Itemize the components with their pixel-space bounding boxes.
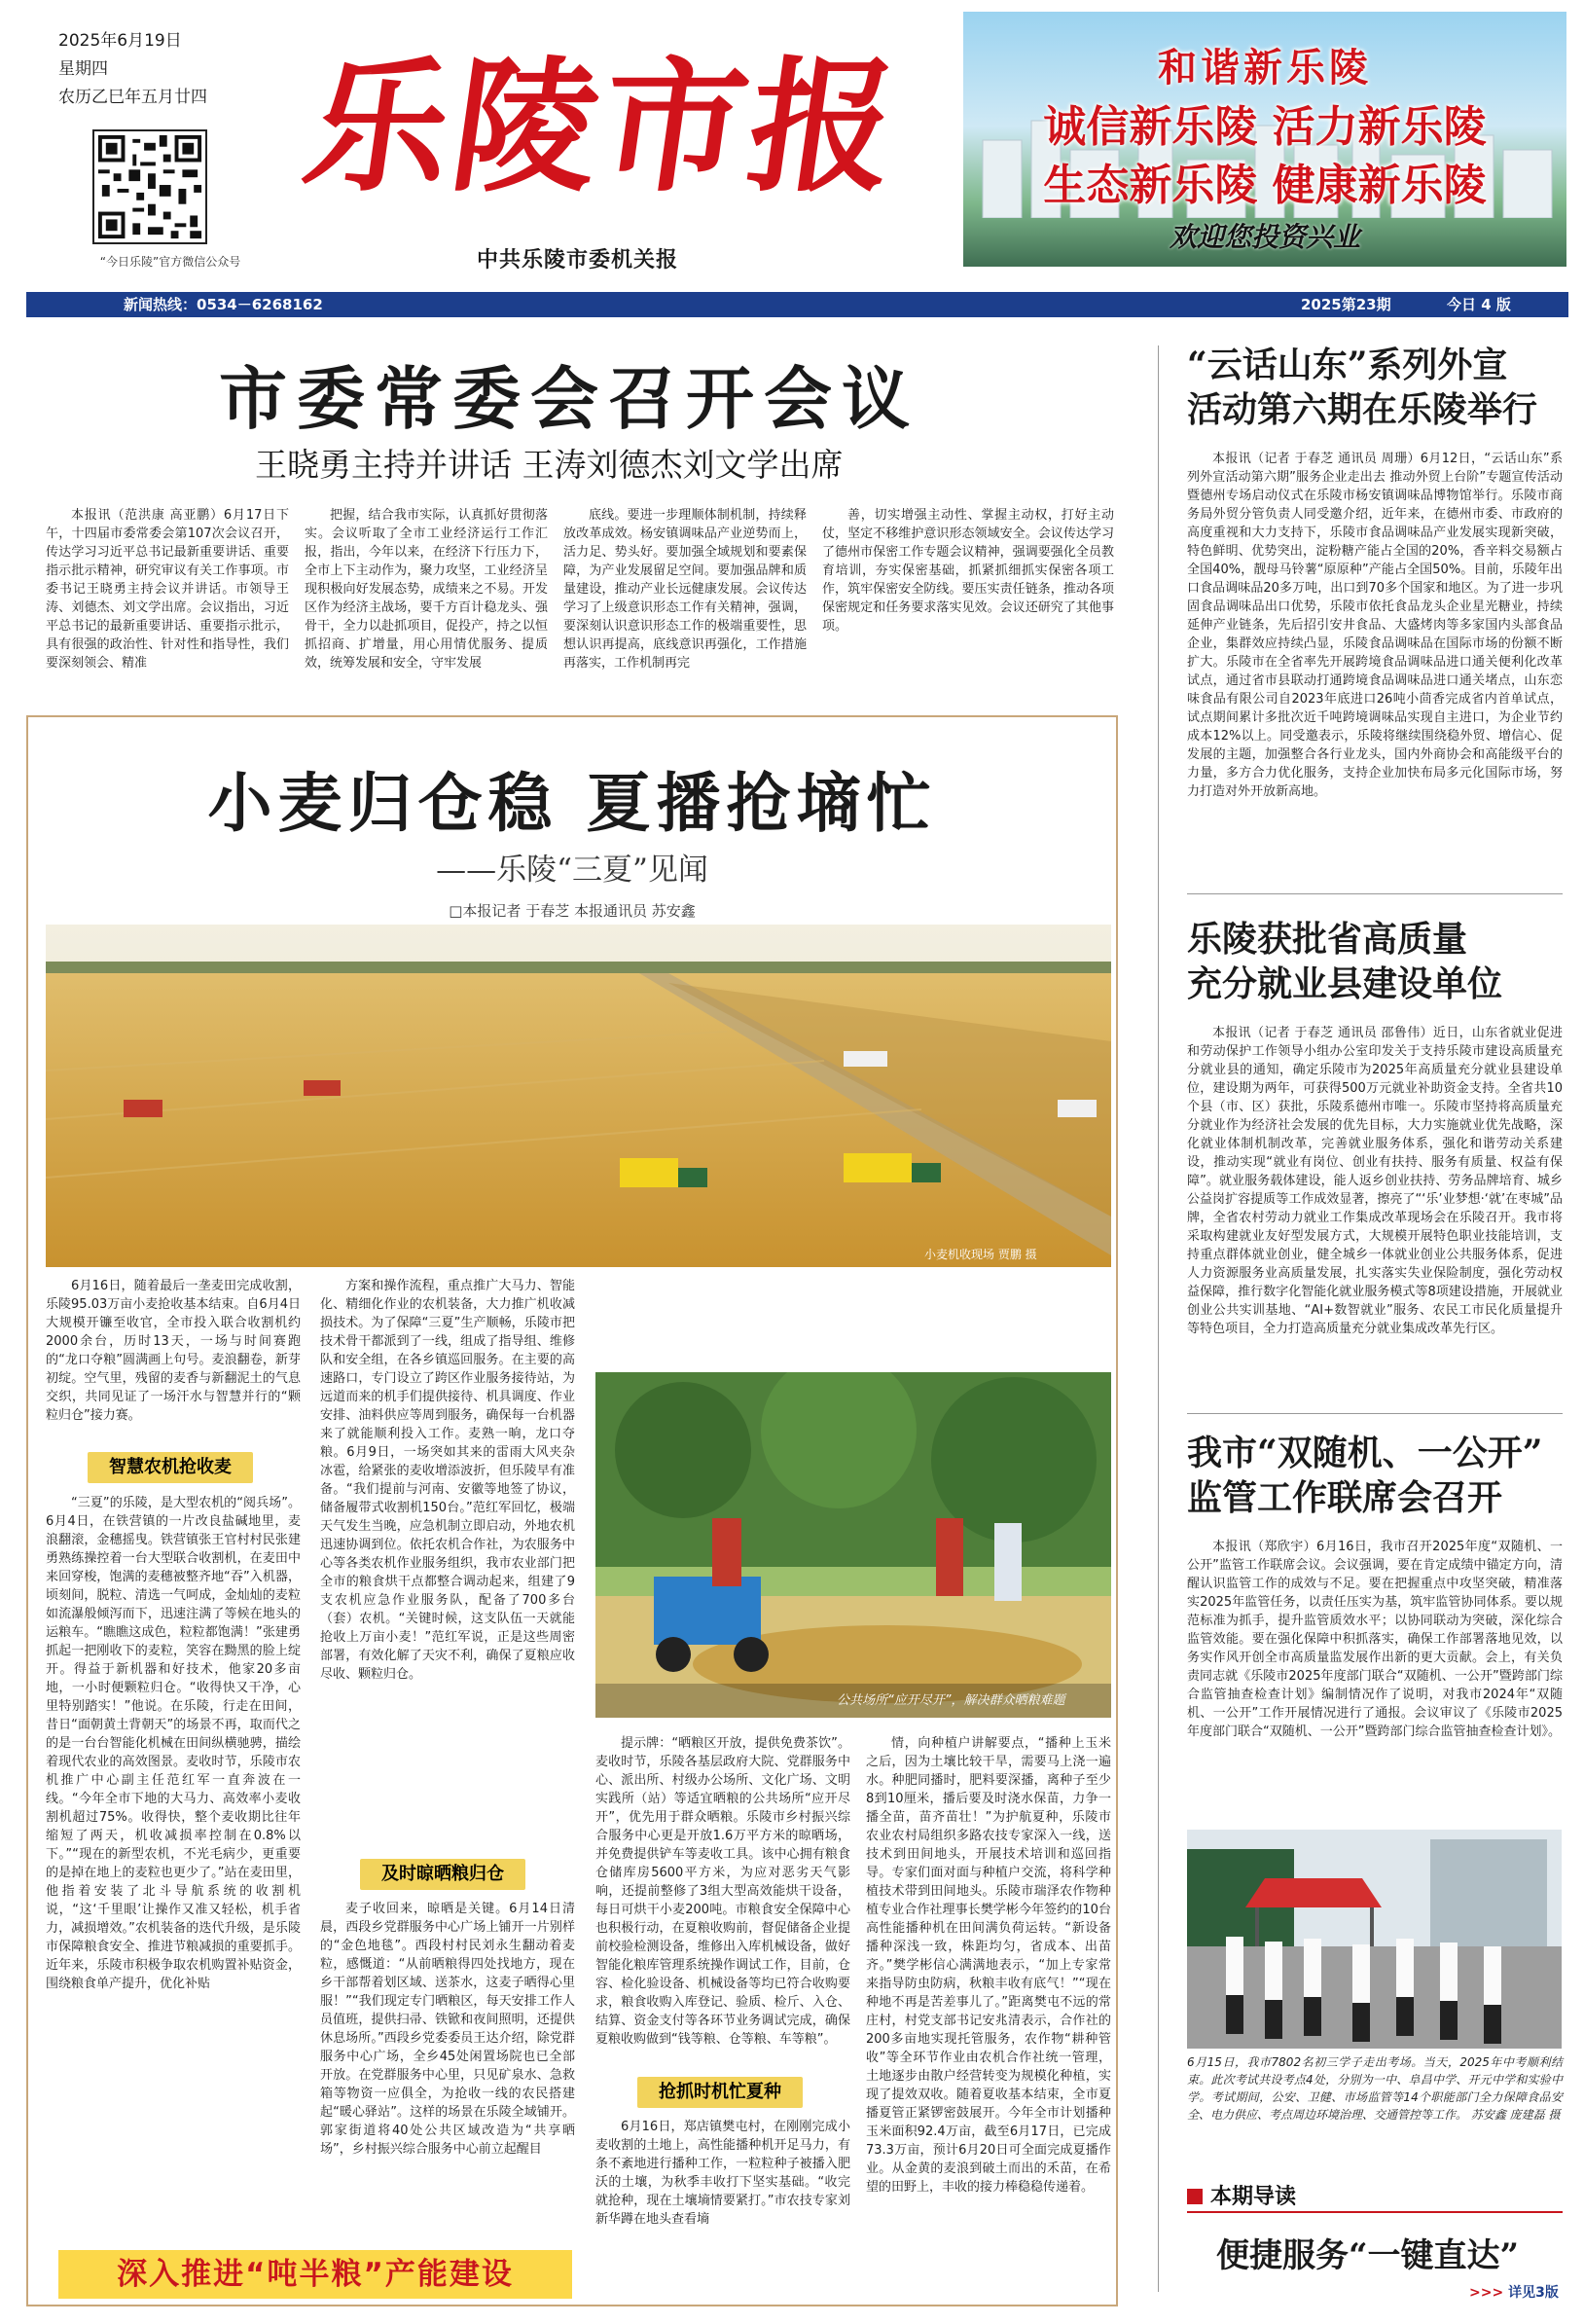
feature-col1-body: “三夏”的乐陵，是大型农机的“阅兵场”。6月4日，在铁营镇的一片改良盐碱地里，麦浪翻滚，金穗摇曳。铁营镇张王官村村民张建勇熟练操控着一台大型联合收割机，在麦田中来回穿梭，饱满的麦穗被整齐地“吞”入机器，顷刻间，脱粒、清选一气呵成，金灿灿的麦粒如流瀑般倾泻而下，迅速注满了等候在地头的运粮车。“瞧瞧这成色，粒粒都饱满！”张建勇抓起一把刚收下的麦粒，笑容在黝黑的脸上绽开。得益于新机器和好技术，他家20多亩地，一小时便颗粒归仓。“收得快又干净，心里特别踏实！”他说。在乐陵，行走在田间，昔日“面朝黄土背朝天”的场景不再，取而代之的是一台台智能化机械在田间纵横驰骋，描绘着现代农业的高效图景。麦收时节，乐陵市农机推广中心副主任范红军一直奔波在一线。“今年全市下地的大马力、高效率小麦收割机超过75%。收得快，整个麦收期比往年缩短了两天，机收减损率控制在0.8%以下。”“现在的新型农机，不光毛病少，更重要的是掉在地上的麦粒也更少了。”站在麦田里，他指着安装了北斗导航系统的收割机说，“这‘千里眼’让操作又准又轻松，机手省力，减损增效。”农机装备的迭代升级，是乐陵市保障粮食安全、推进节粮减损的重要抓手。近年来，乐陵市积极争取农机购置补贴资金，围绕粮食单产提升，优化补贴 [46, 1496, 301, 1991]
divider [1187, 1413, 1563, 1414]
lead-headline: 市委常委会召开会议 [219, 358, 919, 439]
info-bar [26, 292, 1568, 317]
page-count: 今日 4 版 [1447, 296, 1511, 313]
newspaper-logo [294, 29, 949, 224]
feature-col1-intro: 6月16日，随着最后一垄麦田完成收割，乐陵95.03万亩小麦抢收基本结束。自6月4日大规模开镰至收官，全市投入联合收割机约2000余台，历时13天，一场与时间赛跑的“龙口夺粮”圆满画上句号。麦浪翻卷，新芽初绽。空气里，残留的麦香与新翻泥土的气息交织，共同见证了一场汗水与智慧并行的“颗粒归仓”接力赛。 [46, 1279, 301, 1423]
square-bullet-icon [1187, 2189, 1203, 2204]
lead-column-4: 善，切实增强主动性、掌握主动权，打好主动仗，坚定不移维护意识形态领域安全。会议传达学习了德州市保密工作专题会议精神，强调要强化全员教育培训，夯实保密基础，抓紧抓细抓实保密各项工作，筑牢保密安全防线。要压实责任链条，推动各项保密规定和任务要求落实见效。会议还研究了其他事项。 [822, 508, 1114, 634]
feature-col3-body: 6月16日，郑店镇樊屯村，在刚刚完成小麦收割的土地上，高性能播种机开足马力，有条不紊地进行播种工作，一粒粒种子被播入肥沃的土壤，为秋季丰收打下坚实基础。“收完就抢种，现在土壤墒情要紧打。”市农技专家刘新华蹲在地头查看墒 [595, 2120, 850, 2227]
guide-headline[interactable]: 便捷服务“一键直达” [1216, 2236, 1520, 2275]
article2-headline: 乐陵获批省高质量 充分就业县建设单位 [1187, 919, 1503, 1004]
slogan-banner: 深入推进“吨半粮”产能建设 [58, 2250, 572, 2299]
newspaper-organ: 中共乐陵市委机关报 [477, 248, 679, 272]
lead-column-2: 把握，结合我市实际，认真抓好贯彻落实。会议听取了全市工业经济运行工作汇报，指出，今年以来，在经济下行压力下，全市上下主动作为，聚力攻坚，工业经济呈现积极向好发展态势，成绩来之不易。开发区作为经济主战场，要千方百计稳龙头、强骨干，全力以赴抓项目，促投产，持之以恒抓招商、扩增量，用心用情优服务、提质效，统筹发展和安全，守牢发展 [305, 508, 548, 671]
feature-col2-body: 麦子收回来，晾晒是关键。6月14日清晨，西段乡党群服务中心广场上铺开一片别样的“金色地毯”。西段村村民刘永生翻动着麦粒，感慨道：“从前晒粮得四处找地方，现在乡干部帮着划区域、送茶水，这麦子晒得心里服！”“我们现定专门晒粮区，每天安排工作人员值班，提供扫帚、铁锨和夜间照明，还提供休息场所。”西段乡党委委员王达介绍，除党群服务中心广场，全乡45处闲置场院也已全部开放。在党群服务中心里，只见矿泉水、急救箱等物资一应俱全，为抢收一线的农民搭建起“暖心驿站”。这样的场景在乐陵全域铺开。郭家街道将40处公共区域改造为“共享晒场”，乡村振兴综合服务中心前立起醒目 [320, 1902, 575, 2157]
divider [1187, 893, 1563, 894]
grain-drying-photo [595, 1372, 1111, 1718]
issue-date: 2025年6月19日 [58, 31, 182, 51]
exam-photo-caption: 6月15日，我市7802名初三学子走出考场。当天，2025年中考顺利结束。此次考试共设考点4处，分别为一中、阜昌中学、开元中学和实验中学。考试期间，公安、卫健、市场监管等14个职能部门全力保障食品安全、电力供应、考点周边环境治理、交通管控等工作。 苏安鑫 庞建磊 摄 [1187, 2055, 1563, 2122]
feature-byline: □本报记者 于春芝 本报通讯员 苏安鑫 [449, 902, 696, 920]
article1-headline: “云话山东”系列外宣 活动第六期在乐陵举行 [1187, 345, 1538, 430]
qr-caption: “今日乐陵”官方微信公众号 [99, 255, 241, 269]
issue-number: 2025第23期 [1301, 296, 1391, 313]
article3-body: 本报讯（郑欣宇）6月16日，我市召开2025年度“双随机、一公开”监管工作联席会议。会议强调，要在肯定成绩中锚定方向，清醒认识监管工作的成效与不足。要在把握重点中攻坚突破，精准落实2025年监管任务，以责任压实为基，筑牢监管协同体系。要以规范标准为抓手，提升监管质效水平；以协同联动为突破，深化综合监管效能。要在强化保障中积抓落实，确保工作部署落地见效，以务实作风开创全市高质量监发展作出新的更大贡献。会上，有关负责同志就《乐陵市2025年度部门联合“双随机、一公开”暨跨部门综合监管抽查检查计划》编制情况作了说明，对我市2024年“双随机、一公开”工作开展情况进行了通报。会议审议了《乐陵市2025年度部门联合“双随机、一公开”暨跨部门综合监管抽查检查计划》。 [1187, 1540, 1563, 1739]
exam-students-photo [1187, 1830, 1562, 2049]
feature-col3-top: 提示牌：“晒粮区开放，提供免费茶饮”。麦收时节，乐陵各基层政府大院、党群服务中心、派出所、村级办公场所、文化广场、文明实践所（站）等适宜晒粮的公共场所“应开尽开”，优先用于群众晒粮。乐陵市乡村振兴综合服务中心更是开放1.6万平方米的晾晒场，并免费提供铲车等麦收工具。该中心拥有粮食仓储库房5600平方米，为应对恶劣天气影响，还提前整修了3组大型高效能烘干设备，每日可烘干小麦200吨。市粮食安全保障中心也积极行动，在夏粮收购前，督促储备企业提前校验检测设备，维修出入库机械设备，做好智能化粮库管理系统操作调试工作，目前，仓容、检化验设备、机械设备等均已符合收购要求，粮食收购入库登记、验质、检斤、入仓、结算、资金支付等各环节业务调试完成，确保夏粮收购做到“钱等粮、仓等粮、车等粮”。 [595, 1736, 850, 2047]
banner-line-1: 和谐新乐陵 [1158, 45, 1372, 91]
lead-column-1: 本报讯（范洪康 高亚鹏）6月17日下午，十四届市委常委会第107次会议召开，传达学习习近平总书记最新重要讲话、重要指示批示精神，研究审议有关工作事项。市委书记王晓勇主持会议并讲话。市领导王涛、刘德杰、刘文学出席。会议指出，习近平总书记的最新重要讲话、重要指示批示，具有很强的政治性、针对性和指导性，我们要深刻领会、精准 [46, 508, 289, 671]
arrow-right-icon: >>> [1469, 2285, 1504, 2301]
guide-rule [1187, 2211, 1563, 2213]
feature-subheadline: ——乐陵“三夏”见闻 [436, 853, 708, 888]
column-divider [1158, 345, 1159, 2292]
section-heading-drying: 及时晾晒粮归仓 [360, 1859, 525, 1890]
section-heading-harvest: 智慧农机抢收麦 [88, 1452, 253, 1483]
logo-text: 乐陵市报 [294, 42, 911, 211]
article2-body: 本报讯（记者 于春芝 通讯员 邵鲁伟）近日，山东省就业促进和劳动保护工作领导小组办公室印发关于支持乐陵市建设高质量充分就业县的通知，确定乐陵市为2025年高质量充分就业县建设单位，建设期为两年，可获得500万元就业补助资金支持。全省共10个县（市、区）获批，乐陵系德州市唯一。乐陵市坚持将高质量充分就业作为经济社会发展的优先目标，大力实施就业优先战略，深化就业体制机制改革，完善就业服务体系，强化和谐劳动关系建设，推动实现“就业有岗位、创业有扶持、服务有质量、权益有保障”。就业服务载体建设，能人返乡创业扶持、劳务品牌培育、城乡公益岗扩容提质等工作成效显著，擦亮了“‘乐’业梦想·‘就’在枣城”品牌，全省农村劳动力就业工作集成改革现场会在乐陵召开。我市将采取构建就业友好型发展方式，大规模开展特色职业技能培训，支持重点群体就业创业，健全城乡一体就业创业公共服务体系，促进人力资源服务业高质量发展，扎实落实失业保险制度，强化劳动权益保障，推行数字化智能化就业服务模式等8项建设措施，开展就业创业公共实训基地、“AI+数智就业”服务、农民工市民化质量提升等特色项目，全力打造高质量充分就业集成改革先行区。 [1187, 1026, 1563, 1336]
article1-body: 本报讯（记者 于春芝 通讯员 周珊）6月12日，“云话山东”系列外宣活动第六期”服务企业走出去 推动外贸上台阶”专题宣传活动暨德州专场启动仪式在乐陵市杨安镇调味品博物馆举行。乐陵市商务局外贸分管负责人同受邀介绍，近年来，在德州市委、市政府的高度重视和大力支持下，乐陵市食品调味品产业发展实现新突破，特色鲜明、优势突出，淀粉糖产能占全国的20%，香辛料交易额占全国40%，靓母马铃薯“原原种”产能占全国50%。目前，乐陵年出口食品调味品20多万吨，出口到70多个国家和地区。为了进一步巩固食品调味品出口优势，乐陵市依托食品龙头企业星光糖业，持续延伸产业链条，先后招引安井食品、大盛烤肉等多家国内头部食品企业，集群效应持续凸显，乐陵食品调味品在国际市场的份额不断扩大。乐陵市在全省率先开展跨境食品调味品进口通关便利化改革试点，通过省市县联动打通跨境食品调味品进口通关堵点，山东恋味食品有限公司自2023年底进口26吨小茴香完成省内首单试点，试点期间累计多批次近千吨跨境调味品实现自主进口，为企业节约成本12%以上。同受邀表示，乐陵将继续围绕稳外贸、增信心、促发展的主题，加强整合各行业龙头，国内外商协会和高能级平台的力量，多方合力优化服务，支持企业加快布局多元化国际市场，努力打造对外开放新高地。 [1187, 452, 1563, 799]
lead-column-3: 底线。要进一步理顺体制机制，持续释放改革成效。杨安镇调味品产业逆势而上，活力足、势头好。要加强全域规划和要素保障，为产业发展留足空间。要加强品牌和质量建设，推动产业长远健康发展。会议传达学习了上级意识形态工作有关精神，强调，要深刻认识意识形态工作的极端重要性，思想认识再提高，底线意识再强化，工作措施再落实，工作机制再完 [563, 508, 807, 671]
banner-line-3: 生态新乐陵 健康新乐陵 [1043, 161, 1487, 210]
issue-weekday: 星期四 [58, 59, 108, 79]
guide-label: 本期导读 [1187, 2180, 1296, 2210]
issue-lunar-date: 农历乙巳年五月廿四 [58, 88, 207, 107]
feature-col4-body: 情，向种植户讲解要点，“播种上玉米之后，因为土壤比较干旱，需要马上浇一遍水。种肥同播时，肥料要深播，离种子至少8到10厘米，播后要及时浇水保苗，力争一播全苗，苗齐苗壮！”为护航夏种，乐陵市农业农村局组织多路农技专家深入一线，送技术到田间地头，开展技术培训和巡回指导。专家们面对面与种植户交流，将科学种植技术带到田间地头。乐陵市瑞泽农作物种植专业合作社理事长樊学彬今年签约的10台高性能播种机在田间满负荷运转。“新设备播种深浅一致，株距均匀，省成本、出苗齐。”樊学彬信心满满地表示，“加上专家常来指导防虫防病，秋粮丰收有底气！”“现在种地不再是苦差事儿了。”距离樊屯不远的常庄村，村党支部书记安兆清表示，合作社的200多亩地实现托管服务，农作物“耕种管收”等全环节作业由农机合作社统一管理，土地逐步由散户经营转变为规模化种植，实现了提效双收。随着夏收基本结束，全市夏播夏管正紧锣密鼓展开。今年全市计划播种玉米面积92.4万亩，截至6月17日，已完成73.3万亩，预计6月20日可全面完成夏播作业。从金黄的麦浪到破土而出的禾苗，在希望的田野上，丰收的接力棒稳稳传递着。 [866, 1736, 1111, 2195]
banner-line-4: 欢迎您投资兴业 [1169, 221, 1360, 253]
issue-date-block [58, 27, 272, 112]
see-page-3-link[interactable]: >>> 详见3版 [1469, 2285, 1559, 2301]
banner-line-2: 诚信新乐陵 活力新乐陵 [1043, 102, 1487, 152]
lead-subheadline: 王晓勇主持并讲话 王涛刘德杰刘文学出席 [255, 446, 844, 484]
section-heading-sowing: 抢抓时机忙夏种 [637, 2077, 803, 2108]
news-hotline: 新闻热线：0534－6268162 [124, 296, 323, 313]
ad-banner [963, 12, 1566, 267]
feature-headline: 小麦归仓稳 夏播抢墒忙 [207, 765, 937, 841]
article3-headline: 我市“双随机、一公开” 监管工作联席会召开 [1187, 1433, 1543, 1518]
wechat-qr-code [92, 129, 207, 244]
drying-photo-caption: 公共场所“应开尽开”，解决群众晒粮难题 [837, 1693, 1065, 1708]
feature-col2-top: 方案和操作流程，重点推广大马力、智能化、精细化作业的农机装备，大力推广机收减损技术。为了保障“三夏”生产顺畅，乐陵市把技术骨干都派到了一线，组成了指导组、维修队和安全组，在各乡镇巡回服务。在主要的高速路口，专门设立了跨区作业服务接待站，为远道而来的机手们提供接待、机具调度、作业安排、油料供应等周到服务，确保每一台机器来了就能顺利投入工作。麦熟一晌，龙口夺粮。6月9日，一场突如其来的雷雨大风夹杂冰雹，给紧张的麦收增添波折，但乐陵早有准备。“我们提前与河南、安徽等地签了协议，储备履带式收割机150台。”范红军回忆，极端天气发生当晚，应急机制立即启动，外地农机迅速协调到位。依托农机合作社，为农服务中心等各类农机作业服务组织，我市农业部门把全市的粮食烘干点都整合调动起来，组建了9支农机应急作业服务队，配备了700多台（套）农机。“关键时候，这支队伍一天就能抢收上万亩小麦！”范红军说，正是这些周密部署，有效化解了天灾不利，确保了夏粮应收尽收、颗粒归仓。 [320, 1279, 575, 1682]
wheat-harvest-photo [46, 925, 1111, 1267]
harvest-photo-caption: 小麦机收现场 贾鹏 摄 [924, 1248, 1037, 1261]
